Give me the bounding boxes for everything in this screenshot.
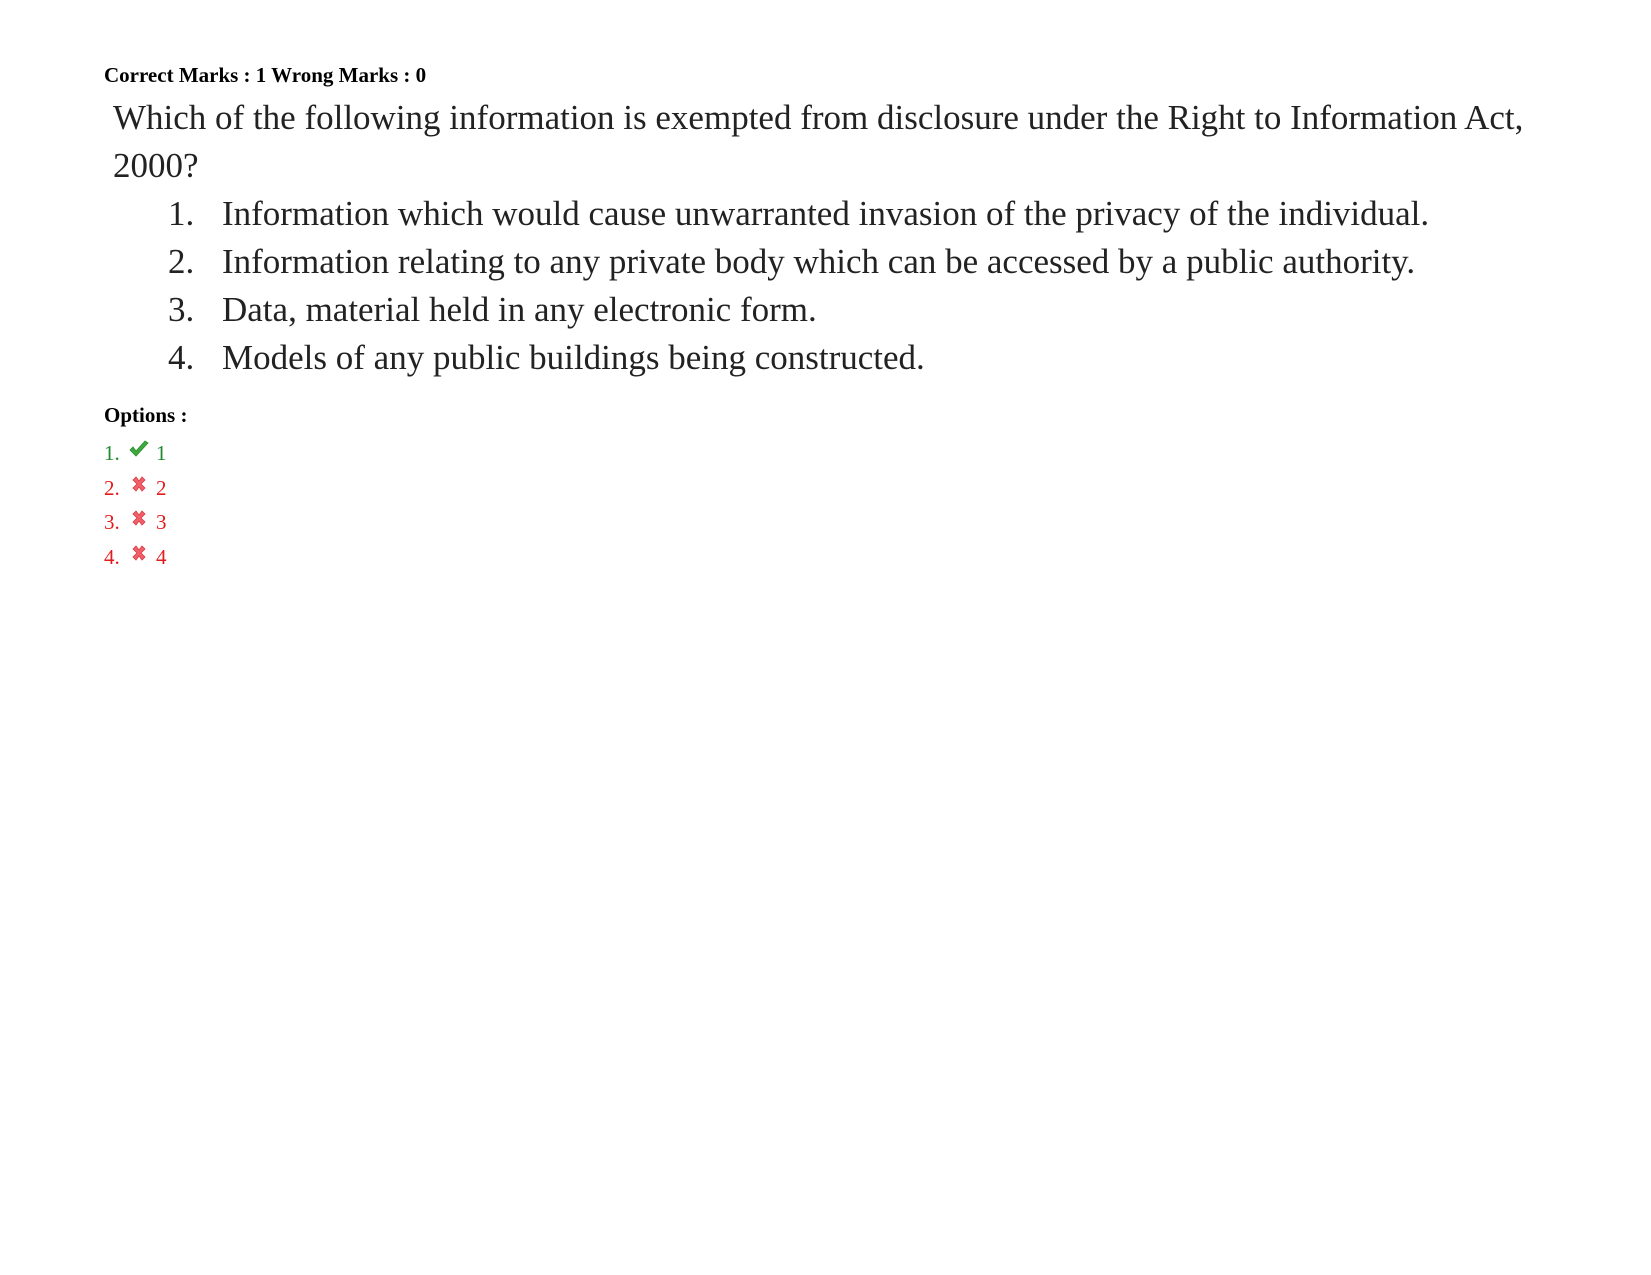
cross-icon — [128, 473, 150, 495]
question-block — [113, 94, 1533, 382]
statement-text: Data, material held in any electronic form. — [222, 290, 817, 329]
option-number: 4. — [104, 544, 120, 569]
statement-item — [113, 286, 1533, 334]
cross-icon — [128, 507, 150, 529]
question-text: Which of the following information is exempted from disclosure under the Right to Information Act, 2000? — [113, 98, 1524, 185]
option-item — [104, 505, 167, 540]
option-number: 2. — [104, 475, 120, 500]
statement-list — [113, 190, 1533, 382]
options-label: Options : — [104, 403, 188, 427]
option-number: 1. — [104, 441, 120, 466]
statement-item — [113, 190, 1533, 238]
option-value: 4 — [156, 544, 167, 569]
option-item — [104, 540, 167, 575]
statement-number: 4. — [168, 338, 195, 377]
option-item — [104, 436, 167, 471]
options-list — [104, 436, 167, 574]
statement-text: Information relating to any private body which can be accessed by a public authority. — [222, 242, 1416, 281]
marks-info: Correct Marks : 1 Wrong Marks : 0 — [104, 63, 427, 87]
statement-item — [113, 334, 1533, 382]
cross-icon — [128, 542, 150, 564]
option-item — [104, 471, 167, 506]
statement-text: Information which would cause unwarranted invasion of the privacy of the individual. — [222, 194, 1430, 233]
option-value: 1 — [156, 441, 167, 466]
option-value: 3 — [156, 510, 167, 535]
statement-text: Models of any public buildings being constructed. — [222, 338, 925, 377]
statement-item — [113, 238, 1533, 286]
option-number: 3. — [104, 510, 120, 535]
statement-number: 3. — [168, 290, 195, 329]
check-icon — [128, 438, 150, 460]
statement-number: 1. — [168, 194, 195, 233]
statement-number: 2. — [168, 242, 195, 281]
option-value: 2 — [156, 475, 167, 500]
